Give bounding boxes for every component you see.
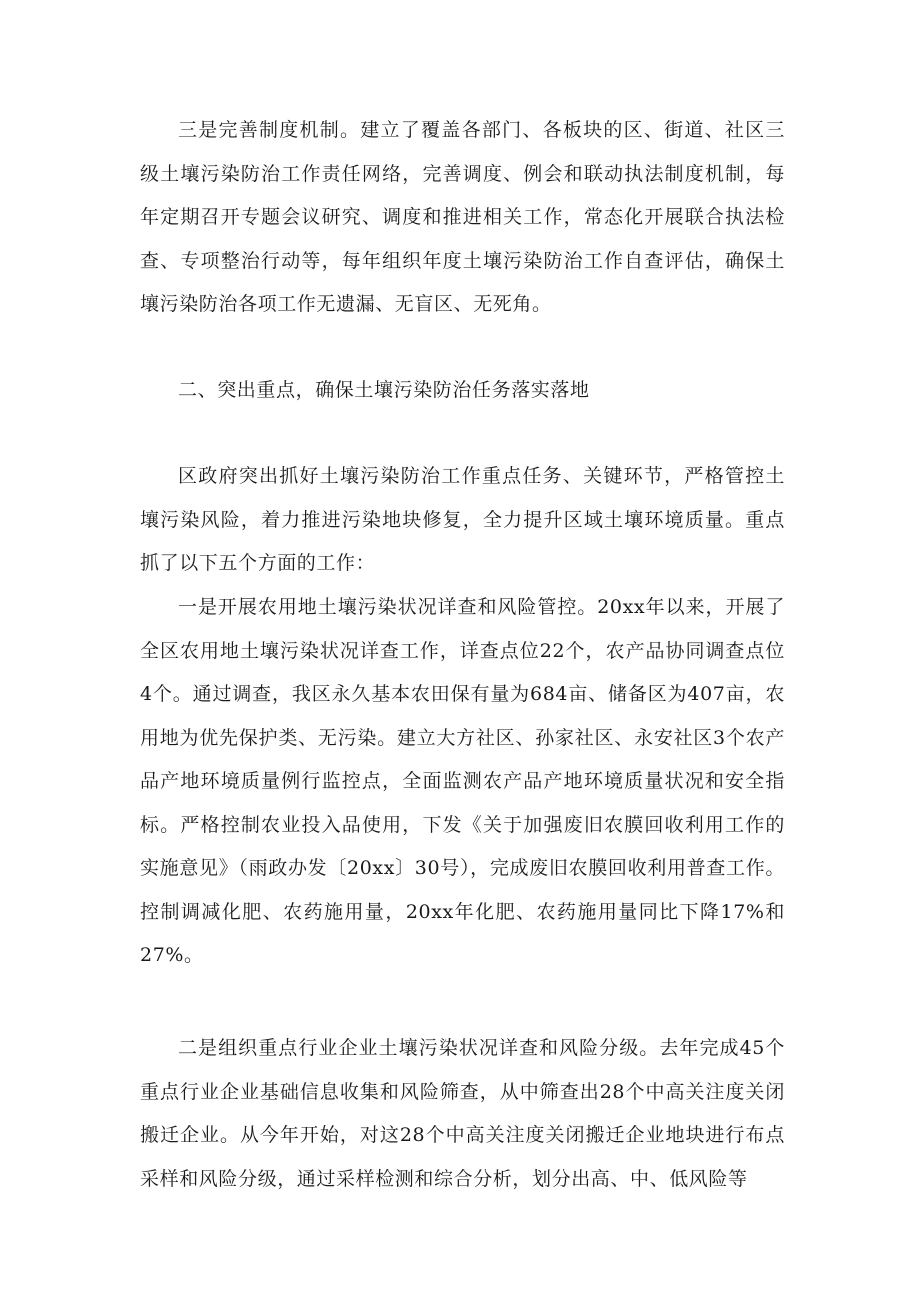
paragraph-key-tasks-intro: 区政府突出抓好土壤污染防治工作重点任务、关键环节，严格管控土壤污染风险，着力推进污染地块修复，全力提升区域土壤环境质量。重点抓了以下五个方面的工作： xyxy=(140,465,785,574)
paragraph-institutional-mechanism: 三是完善制度机制。建立了覆盖各部门、各板块的区、街道、社区三级土壤污染防治工作责任网络，完善调度、例会和联动执法制度机制，每年定期召开专题会议研究、调度和推进相关工作，常态化开展联合执法检查、专项整治行动等，每年组织年度土壤污染防治工作自查评估，确保土壤污染防治各项工作无遗漏、无盲区、无死角。 xyxy=(140,119,785,315)
paragraph-industry-enterprise-survey: 二是组织重点行业企业土壤污染状况详查和风险分级。去年完成45个重点行业企业基础信息收集和风险筛查，从中筛查出28个中高关注度关闭搬迁企业。从今年开始，对这28个中高关注度关闭搬迁企业地块进行布点采样和风险分级，通过采样检测和综合分析，划分出高、中、低风险等 xyxy=(140,1037,785,1190)
section-heading-two: 二、突出重点，确保土壤污染防治任务落实落地 xyxy=(178,379,590,401)
paragraph-farmland-survey: 一是开展农用地土壤污染状况详查和风险管控。20xx年以来，开展了全区农用地土壤污染状况详查工作，详查点位22个，农产品协同调查点位4个。通过调查，我区永久基本农田保有量为684亩、储备区为407亩，农用地为优先保护类、无污染。建立大方社区、孙家社区、永安社区3个农产品产地环境质量例行监控点，全面监测农产品产地环境质量状况和安全指标。严格控制农业投入品使用，下发《关于加强废旧农膜回收利用工作的实施意见》（雨政办发〔20xx〕30号），完成废旧农膜回收利用普查工作。控制调减化肥、农药施用量，20xx年化肥、农药施用量同比下降17%和27%。 xyxy=(140,596,785,966)
